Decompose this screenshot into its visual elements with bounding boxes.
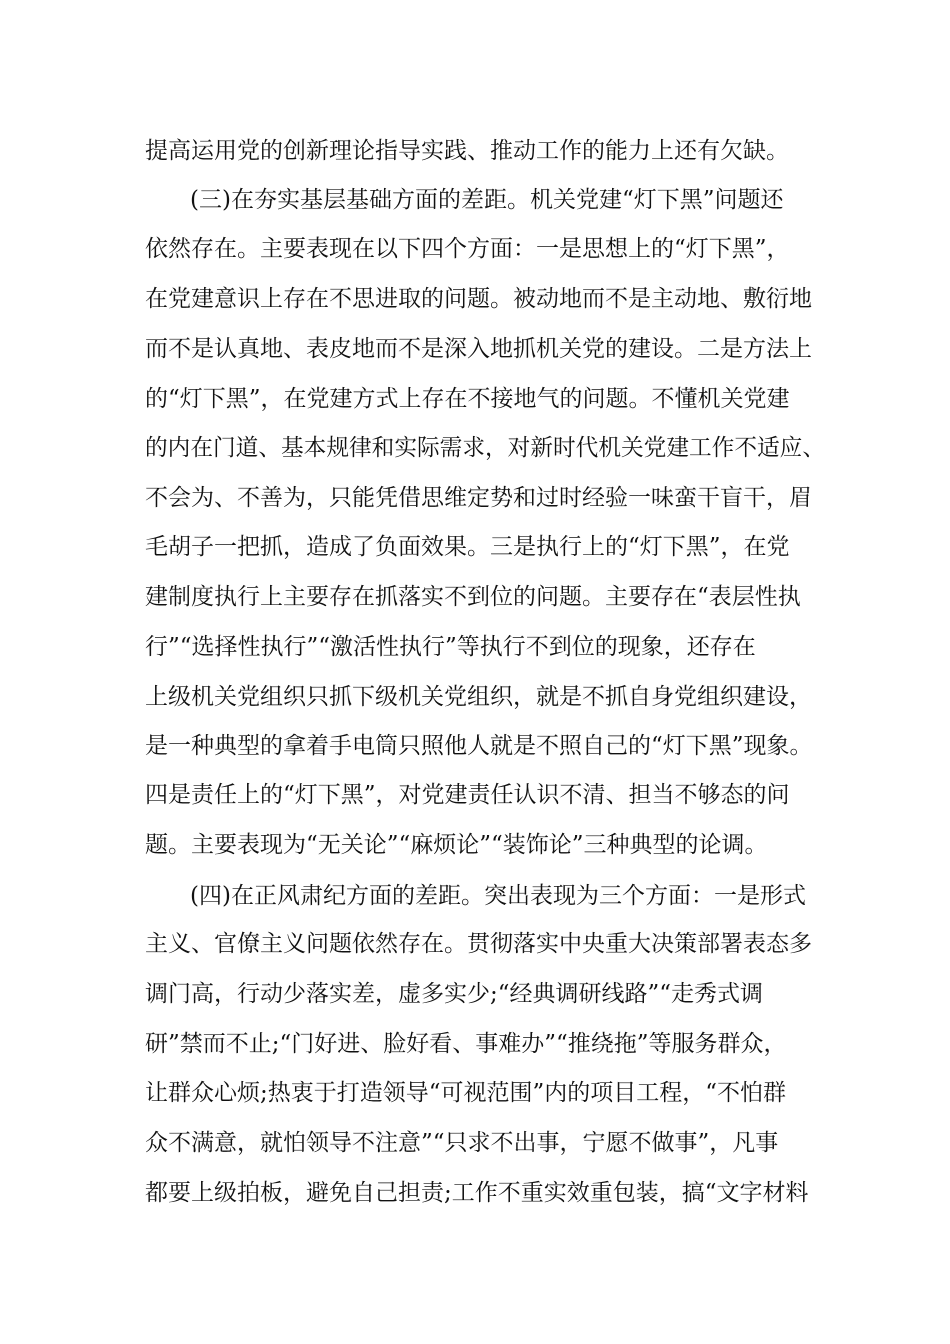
text-line-13: 是一种典型的拿着手电筒只照他人就是不照自己的“灯下黑”现象。 [145,733,813,759]
text-line-5: 而不是认真地、表皮地而不是深入地抓机关党的建设。二是方法上 [145,336,812,362]
text-line-18: 调门高，行动少落实差，虚多实少;“经典调研线路”“走秀式调 [145,981,764,1007]
text-line-6: 的“灯下黑”，在党建方式上存在不接地气的问题。不懂机关党建 [145,386,790,412]
text-line-14: 四是责任上的“灯下黑”，对党建责任认识不清、担当不够态的问 [145,782,790,808]
text-line-9: 毛胡子一把抓，造成了负面效果。三是执行上的“灯下黑”，在党 [145,534,790,560]
text-line-7: 的内在门道、基本规律和实际需求，对新时代机关党建工作不适应、 [145,435,825,461]
text-line-4: 在党建意识上存在不思进取的问题。被动地而不是主动地、敷衍地 [145,286,812,312]
text-line-12: 上级机关党组织只抓下级机关党组织，就是不抓自身党组织建设， [145,684,812,710]
text-line-2: (三)在夯实基层基础方面的差距。机关党建“灯下黑”问题还 [190,187,784,213]
text-line-22: 都要上级拍板，避免自己担责;工作不重实效重包装，搞“文字材料 [145,1180,809,1206]
text-line-3: 依然存在。主要表现在以下四个方面：一是思想上的“灯下黑”， [145,236,790,262]
text-line-21: 众不满意，就怕领导不注意”“只求不出事，宁愿不做事”，凡事 [145,1130,779,1156]
text-line-10: 建制度执行上主要存在抓落实不到位的问题。主要存在“表层性执 [145,584,801,610]
text-line-8: 不会为、不善为，只能凭借思维定势和过时经验一味蛮干盲干，眉 [145,485,812,511]
text-line-15: 题。主要表现为“无关论”“麻烦论”“装饰论”三种典型的论调。 [145,832,768,858]
text-line-1: 提高运用党的创新理论指导实践、推动工作的能力上还有欠缺。 [145,138,789,164]
text-line-19: 研”禁而不止;“门好进、脸好看、事难办”“推绕拖”等服务群众， [145,1031,787,1057]
text-line-16: (四)在正风肃纪方面的差距。突出表现为三个方面：一是形式 [190,883,806,909]
text-line-20: 让群众心烦;热衷于打造领导“可视范围”内的项目工程，“不怕群 [145,1080,787,1106]
text-line-17: 主义、官僚主义问题依然存在。贯彻落实中央重大决策部署表态多 [145,931,812,957]
text-line-11: 行”“选择性执行”“激活性执行”等执行不到位的现象，还存在 [145,634,756,660]
